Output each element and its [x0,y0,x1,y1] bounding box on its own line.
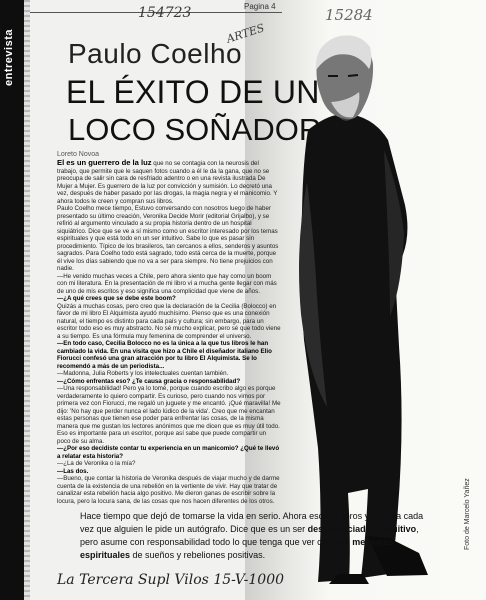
closing-bold-2: sus mensajes espirituales [80,537,394,560]
page-edge [24,0,30,600]
answer-1: Quizás a muchas cosas, pero creo que la declaración de la Cecilia (Bolocco) en favor de mi libro El Alquimista ayudó muchísimo. Pienso que es una conexión natural, el tiempo es distinto para cada país y cultura; sin embargo, para un escritor todo eso es muy abstracto. No sé mucho explicar, pero sé que todo viene a su tiempo. Es una fórmula muy femenina de comprender el universo. [57,302,281,340]
article-body [57,159,281,505]
lead-text: El es un guerrero de la luz [57,158,152,167]
closing-text-2: , pero asume con responsabilidad todo lo que tenga que ver con [80,524,419,547]
question-5: —Las dos. [57,467,89,475]
closing-paragraph [80,510,436,562]
section-label: entrevista [3,29,15,86]
answer-4: —¿La de Veronika o la mía? [57,460,136,467]
headline-line-2: LOCO SOÑADOR [68,112,322,147]
page-number: Pagina 4 [244,2,276,11]
closing-text-1: Hace tiempo que dejó de tomarse la vida en serio. Ahora escribe libros y disfruta cada vez que alguien le pide un autógrafo. Dice que es un ser [80,511,424,534]
answer-5: —Bueno, que contar la historia de Veronika después de viajar mucho y de darme cuenta de la existencia de una rebelión en la vertiente de vivir. Hay que tratar de canalizar esta rebelión hacia algo positivo. Me dieron ganas de escribir sobre la locura, pero la locura sana, de las cosas que nos hacen diferentes de los otros. [57,475,280,505]
source-note: La Tercera Supl Vilos 15-V-1000 [57,572,285,588]
archive-number: 154723 [138,5,192,21]
closing-bold-1: desprejuiciado e intuitivo [307,524,417,534]
author-name: Paulo Coelho [68,38,243,69]
question-4: —¿Por eso decidiste contar tu experiencia en un manicomio? ¿Qué te llevó a relatar esta historia? [57,445,280,460]
closing-text-3: de sueños y rebeliones positivas. [130,550,266,560]
paragraph-1: que no se contagia con la neurosis del trabajo, que permite que le saquen fotos cuando a él le da la gana, que no se preocupa de salir sin cara de resfriado adentro o en una revista ilustrada De Mujer a Mujer. Es guerrero de la luz por convicción y sumisión. Lo decretó una vez, después de haber pasado por las drogas, la magia negra y el manicomio. Y ahora todos le creen y compran sus libros. [57,160,278,205]
headline-line-1: EL ÉXITO DE UN [66,74,320,110]
answer-2: —Madonna, Julia Roberts y los intelectuales cuentan también. [57,370,229,377]
category-note: ARTES [224,21,266,46]
paragraph-3: —He venido muchas veces a Chile, pero ahora siento que hay como un boom con mi literatura. En la presentación de mi libro vi a mucha gente llegar con más de uno de mis escritos y eso significa una complicidad que viene de años. [57,272,277,295]
reference-number: 15284 [325,6,373,24]
section-bar [0,0,24,600]
question-3: —¿Cómo enfrentas eso? ¿Te causa gracia o responsabilidad? [57,377,241,385]
question-2: —En todo caso, Cecilia Bolocco no es la única a la que tus libros le han cambiado la vida. En una visita que hizo a Chile el diseñador italiano Elio Fiorucci confesó una gran atracción por tu libro El Alquimista. Se lo recomendó a más de un periodista... [57,340,272,370]
lead-paragraph [57,159,281,205]
photo-credit: Foto de Marcelo Yañez [464,478,471,550]
byline: Loreto Novoa [57,151,100,158]
question-1: —¿A qué crees que se debe este boom? [57,295,176,302]
answer-3: —Una responsabilidad! Pero ya lo tomé, porque cuando escribo algo es porque verdaderamente lo quiero compartir. Es curioso, pero cuando nos vimos por primera vez con Fiorucci, me regaló un juguete y me encantó. ¡Qué maravilla! Me dijo: 'No hay que perder nunca el lado lúdico de la vida'. Creo que me encantan estas personas que tienen ese poder para enfrentar las cosas, de la misma manera que me gustan los lectores anónimos que me dicen que es muy útil todo. Eso es importante para un escritor, porque así sabe que puede compartir un poco de su alma. [57,385,281,445]
paragraph-2: Paulo Coelho mece tiempo, Estuvo conversando con nosotros luego de haber presentado su último creación, Veronika Decide Morir (editorial Grijalbo), y se refirió al argumento vinculado a su propia historia dentro de un hospital siquiátrico. Dice que se ve a sí mismo como un escritor interesado por los temas espirituales y que está todo en un ser intuitivo. Sabe lo que es pasar sin procedimiento. Típico de los brasileros, tan cercanos a ellos, senderos y asuntos sagrados. Para Coelho todo está sagrado, todo está cerca de la muerte, porque él vive los días sabiendo que no va a ser para siempre. No tiene prejuicios con nadie. [57,205,279,272]
